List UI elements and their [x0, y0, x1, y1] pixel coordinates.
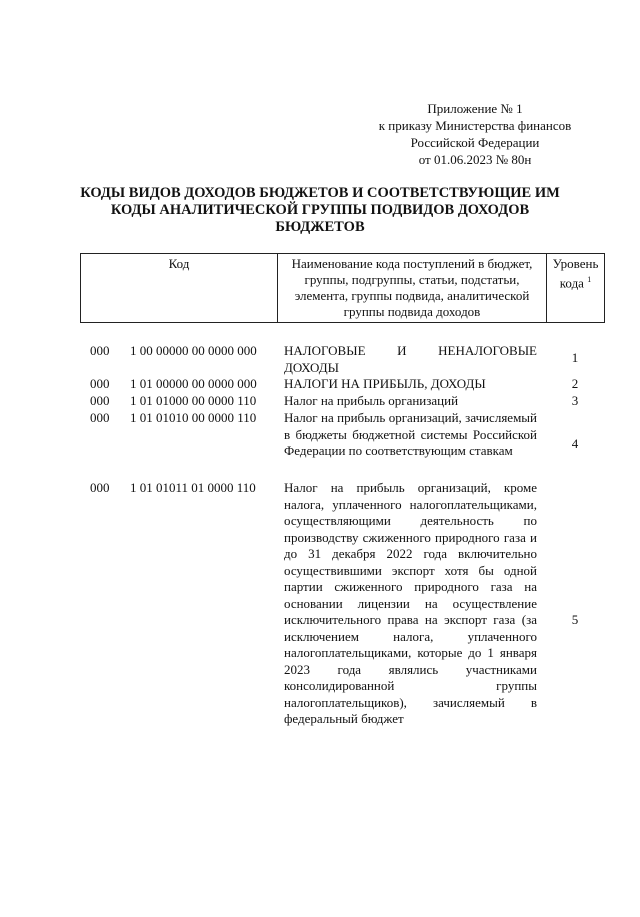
budget-code: 1 01 00000 00 0000 000: [130, 376, 257, 391]
budget-code: 1 01 01010 00 0000 110: [130, 410, 257, 425]
title-line-3: БЮДЖЕТОВ: [275, 219, 365, 235]
admin-code: 000: [90, 343, 110, 358]
budget-code: 1 01 01011 01 0000 110: [130, 480, 256, 495]
table-header: [80, 253, 605, 323]
code-level: 2: [571, 376, 579, 391]
title-line-1: КОДЫ ВИДОВ ДОХОДОВ БЮДЖЕТОВ И СООТВЕТСТВУЮЩИЕ ИМ: [80, 185, 560, 201]
document-title: [60, 185, 580, 236]
header-level-label: Уровень кода: [552, 256, 599, 291]
header-name: Наименование кода поступлений в бюджет, группы, подгруппы, статьи, подстатьи, элемента, группы подвида, аналитической группы подвида доходов: [278, 254, 547, 323]
header-level-footnote: 1: [587, 275, 592, 284]
admin-code: 000: [90, 410, 110, 425]
code-level: 5: [571, 612, 579, 627]
code-level: 3: [571, 393, 579, 408]
code-name: Налог на прибыль организаций, кроме налога, уплаченного налогоплательщиками, осуществляющими деятельность по производству сжиженного природного газа и до 31 декабря 2022 года включительно осуществившими экспорт хотя бы одной партии сжиженного природного газа на основании лицензии на осуществление исключительного права на экспорт газа (за исключением налога, уплаченного налогоплательщиками, которые до 1 января 2023 года являлись участниками консолидированной группы налогоплательщиков), зачисляемый в федеральный бюджет: [284, 480, 537, 726]
code-name: Налог на прибыль организаций, зачисляемый в бюджеты бюджетной системы Российской Федерации по соответствующим ставкам: [284, 410, 537, 458]
appendix-line-2: к приказу Министерства финансов: [378, 118, 572, 133]
code-level: 1: [571, 350, 579, 365]
header-level: [547, 254, 605, 323]
budget-code: 1 01 01000 00 0000 110: [130, 393, 257, 408]
appendix-line-3: Российской Федерации: [410, 135, 540, 150]
code-name: НАЛОГОВЫЕ И НЕНАЛОГОВЫЕ ДОХОДЫ: [284, 343, 537, 375]
admin-code: 000: [90, 376, 110, 391]
appendix-block: [360, 100, 590, 168]
admin-code: 000: [90, 480, 110, 495]
admin-code: 000: [90, 393, 110, 408]
code-name: НАЛОГИ НА ПРИБЫЛЬ, ДОХОДЫ: [284, 376, 486, 391]
code-level: 4: [571, 436, 579, 451]
title-line-2: КОДЫ АНАЛИТИЧЕСКОЙ ГРУППЫ ПОДВИДОВ ДОХОДОВ: [110, 202, 530, 218]
appendix-line-4: от 01.06.2023 № 80н: [418, 152, 532, 167]
header-code: Код: [81, 254, 278, 323]
budget-code: 1 00 00000 00 0000 000: [130, 343, 257, 358]
appendix-line-1: Приложение № 1: [427, 101, 523, 116]
code-name: Налог на прибыль организаций: [284, 393, 459, 408]
